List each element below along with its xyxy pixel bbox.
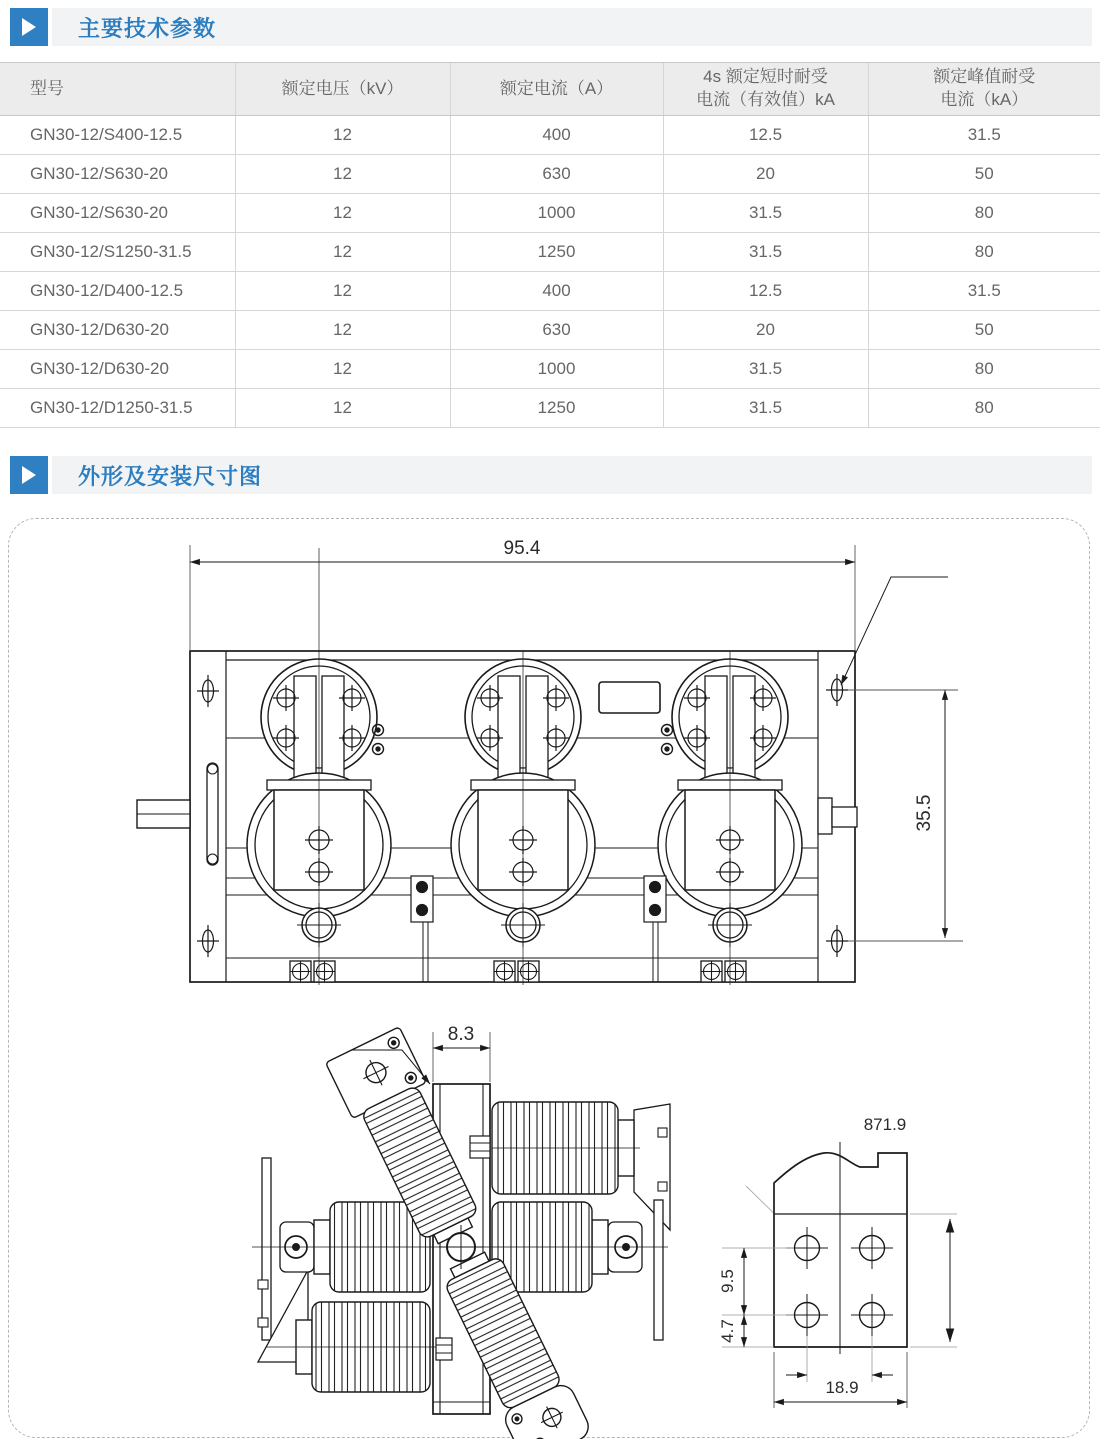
cell: 1000	[450, 350, 663, 389]
cell: 80	[868, 350, 1100, 389]
side-view-drawing	[252, 1024, 670, 1439]
cell: 80	[868, 389, 1100, 428]
leader-line	[841, 577, 948, 685]
cell: 400	[450, 272, 663, 311]
cell: GN30-12/D400-12.5	[0, 272, 235, 311]
section-title: 主要技术参数	[78, 15, 217, 41]
table-row	[0, 194, 1100, 233]
cell: 12	[235, 155, 450, 194]
front-height-dimension	[848, 690, 963, 941]
dim-front-width: 95.4	[503, 538, 541, 559]
cell: 12	[235, 311, 450, 350]
cell: 400	[450, 116, 663, 155]
cell: 12	[235, 233, 450, 272]
front-view-drawing	[137, 538, 963, 985]
cell: 31.5	[868, 116, 1100, 155]
col-header-model: 型号	[0, 63, 235, 116]
front-width-dimension	[190, 538, 855, 651]
section-header-dimensions	[10, 456, 1092, 494]
cell: 20	[663, 311, 868, 350]
cell: 80	[868, 233, 1100, 272]
cell: 50	[868, 311, 1100, 350]
cell: 31.5	[663, 389, 868, 428]
plate-right-dimension	[910, 1214, 957, 1347]
cell: 12	[235, 116, 450, 155]
cell: GN30-12/S630-20	[0, 155, 235, 194]
dim-plate-top: 871.9	[863, 1115, 907, 1134]
cell: GN30-12/D630-20	[0, 311, 235, 350]
dimension-drawing	[8, 518, 1092, 1439]
dim-hole-vertical: 9.5	[718, 1269, 737, 1293]
table-row	[0, 350, 1100, 389]
table-row	[0, 155, 1100, 194]
plate-detail-drawing	[718, 1115, 957, 1408]
table-row	[0, 233, 1100, 272]
col-header-short-time: 4s 额定短时耐受 电流（有效值）kA	[663, 63, 868, 116]
cell: 1250	[450, 233, 663, 272]
col-header-current: 额定电流（A）	[450, 63, 663, 116]
blade-gap-dimension	[433, 1024, 490, 1082]
cell: 12.5	[663, 272, 868, 311]
cell: 630	[450, 155, 663, 194]
cell: GN30-12/S630-20	[0, 194, 235, 233]
section-header-params	[10, 8, 1092, 46]
cell: 630	[450, 311, 663, 350]
plate-bottom-dimensions	[774, 1352, 907, 1408]
cell: 12	[235, 350, 450, 389]
dim-front-height: 35.5	[914, 794, 935, 832]
cell: 1000	[450, 194, 663, 233]
nameplate-rect	[599, 682, 660, 713]
cell: GN30-12/D1250-31.5	[0, 389, 235, 428]
play-icon	[10, 456, 48, 494]
parameters-table	[0, 62, 1100, 428]
cell: 12	[235, 272, 450, 311]
cell: 12	[235, 194, 450, 233]
table-row	[0, 272, 1100, 311]
table-row	[0, 389, 1100, 428]
cell: GN30-12/D630-20	[0, 350, 235, 389]
cell: 31.5	[663, 350, 868, 389]
dim-edge-vertical: 4.7	[718, 1319, 737, 1343]
cell: 50	[868, 155, 1100, 194]
table-row	[0, 311, 1100, 350]
cell: 31.5	[663, 194, 868, 233]
section-title: 外形及安装尺寸图	[78, 463, 263, 489]
section-title-strip	[52, 456, 1092, 494]
cell: 1250	[450, 389, 663, 428]
col-header-peak: 额定峰值耐受 电流（kA）	[868, 63, 1100, 116]
dim-blade-gap: 8.3	[447, 1024, 475, 1045]
cell: 20	[663, 155, 868, 194]
play-icon	[10, 8, 48, 46]
table-header-row	[0, 63, 1100, 116]
cell: 31.5	[868, 272, 1100, 311]
cell: 31.5	[663, 233, 868, 272]
cell: GN30-12/S400-12.5	[0, 116, 235, 155]
cell: 12	[235, 389, 450, 428]
table-row	[0, 116, 1100, 155]
cell: GN30-12/S1250-31.5	[0, 233, 235, 272]
cell: 12.5	[663, 116, 868, 155]
dim-hole-horizontal: 18.9	[825, 1378, 859, 1397]
col-header-voltage: 额定电压（kV）	[235, 63, 450, 116]
cell: 80	[868, 194, 1100, 233]
section-title-strip	[52, 8, 1092, 46]
